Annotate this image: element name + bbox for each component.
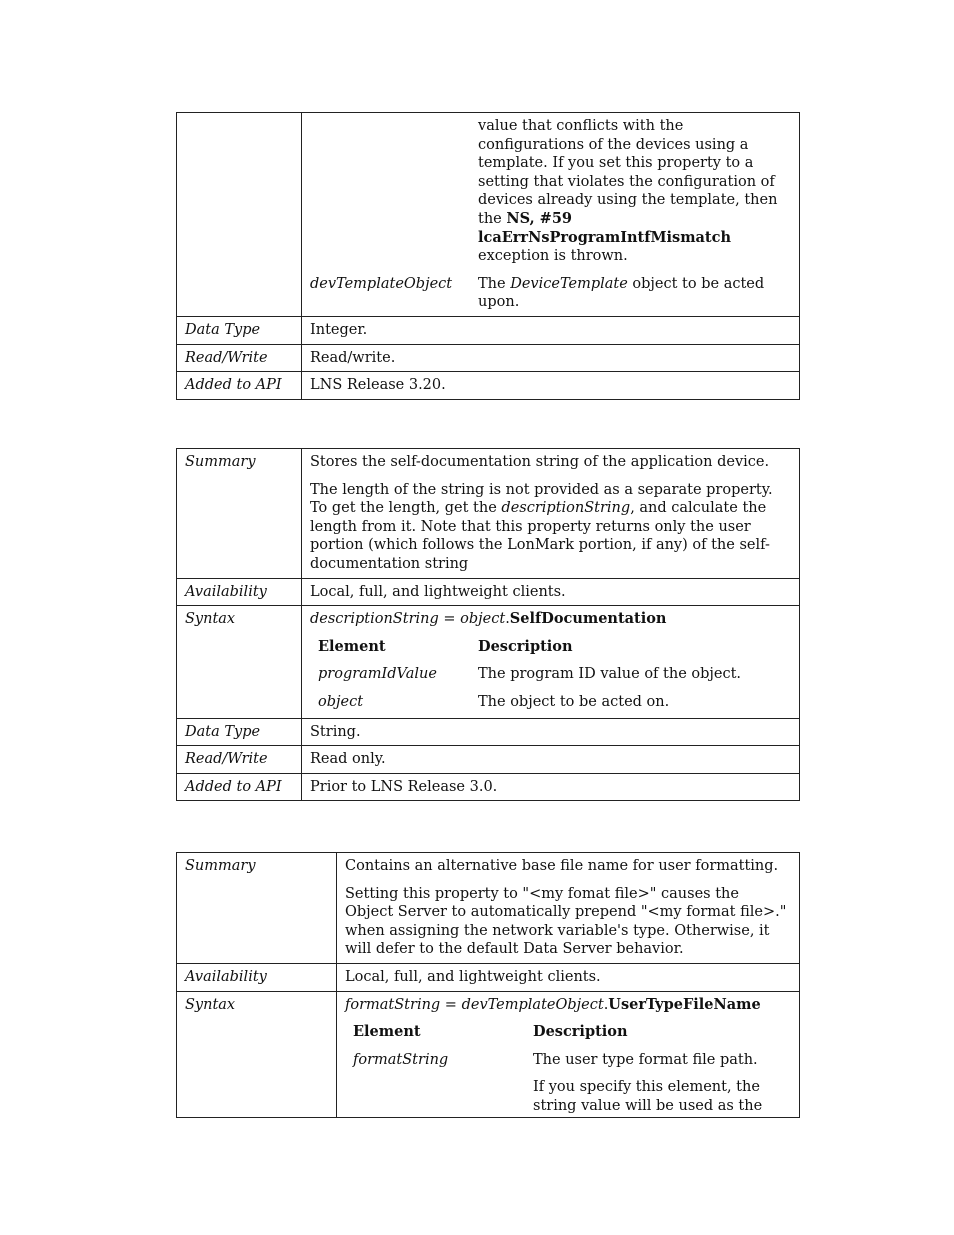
element-description: The program ID value of the object.: [478, 666, 742, 683]
read-write-row: [177, 746, 800, 774]
data-type-row: [177, 316, 800, 344]
summary-row: [177, 449, 800, 579]
row-value: Integer.: [302, 316, 800, 344]
element-row: [302, 656, 791, 684]
element-name: formatString: [353, 1051, 449, 1068]
syntax-row: [177, 991, 800, 1117]
added-to-api-row: [177, 773, 800, 801]
row-label: Data Type: [177, 316, 302, 344]
row-label: Data Type: [177, 718, 302, 746]
row-value: String.: [302, 718, 800, 746]
element-name: devTemplateObject: [310, 275, 453, 292]
user-type-file-name-property-table: [176, 852, 800, 1118]
row-label: Syntax: [177, 991, 337, 1117]
availability-row: [177, 963, 800, 991]
element-description: The DeviceTemplate object to be acted upon.: [478, 275, 765, 311]
element-row: [302, 684, 791, 712]
element-row: [302, 266, 791, 312]
availability-row: [177, 578, 800, 606]
self-documentation-property-table: [176, 448, 800, 801]
syntax-continuation-row: [177, 113, 800, 317]
element-row: [302, 117, 791, 266]
element-description: value that conflicts with the configurations of the devices using a template. If you set this property to a setting that violates the configuration of devices already using the template, then the NS, #59 lcaErrNsProgramIntfMismatch exception is thrown.: [478, 118, 778, 265]
syntax-value: [337, 991, 800, 1117]
element-column-header: Element: [318, 637, 386, 655]
element-name: object: [318, 693, 364, 710]
property-table-continued: [176, 112, 800, 400]
description-column-header: Description: [478, 637, 573, 655]
row-value: Prior to LNS Release 3.0.: [302, 773, 800, 801]
read-write-row: [177, 344, 800, 372]
row-label: Added to API: [177, 773, 302, 801]
row-label: Availability: [177, 578, 302, 606]
element-row: [337, 1042, 791, 1116]
row-label: Summary: [177, 449, 302, 579]
syntax-value: [302, 606, 800, 718]
row-label: Read/Write: [177, 746, 302, 774]
row-label: Syntax: [177, 606, 302, 718]
element-description: The user type format file path. If you specify this element, the string value will be used as the: [533, 1051, 763, 1114]
summary-row: [177, 853, 800, 964]
row-label: Availability: [177, 963, 337, 991]
row-value: Read/write.: [302, 344, 800, 372]
added-to-api-row: [177, 372, 800, 400]
element-name: programIdValue: [318, 666, 437, 683]
syntax-line: descriptionString = object.SelfDocumentation: [310, 610, 667, 628]
row-value: Read only.: [302, 746, 800, 774]
element-table: [302, 117, 791, 312]
row-value: Local, full, and lightweight clients.: [302, 578, 800, 606]
summary-value: Stores the self-documentation string of the application device. The length of the string is not provided as a separate property. To get the length, get the descriptionString, and calculate the length from it. Note that this property returns only the user portion (which follows the LonMark portion, if any) of the self-documentation string: [302, 449, 800, 579]
row-value: Local, full, and lightweight clients.: [337, 963, 800, 991]
element-table-header: [302, 638, 791, 657]
element-table: [302, 638, 791, 712]
summary-value: Contains an alternative base file name for user formatting. Setting this property to "<my fomat file>" causes the Object Server to automatically prepend "<my format file>." when assigning the network variable's type. Otherwise, it will defer to the default Data Server behavior.: [337, 853, 800, 964]
description-column-header: Description: [533, 1023, 628, 1041]
element-column-header: Element: [353, 1023, 421, 1041]
row-label: Read/Write: [177, 344, 302, 372]
empty-label-cell: [177, 113, 302, 317]
row-label: Summary: [177, 853, 337, 964]
element-table: [337, 1023, 791, 1115]
syntax-row: [177, 606, 800, 718]
data-type-row: [177, 718, 800, 746]
element-description: The object to be acted on.: [478, 693, 670, 710]
row-value: LNS Release 3.20.: [302, 372, 800, 400]
syntax-line: formatString = devTemplateObject.UserTypeFileName: [345, 995, 761, 1013]
element-table-header: [337, 1023, 791, 1042]
row-label: Added to API: [177, 372, 302, 400]
